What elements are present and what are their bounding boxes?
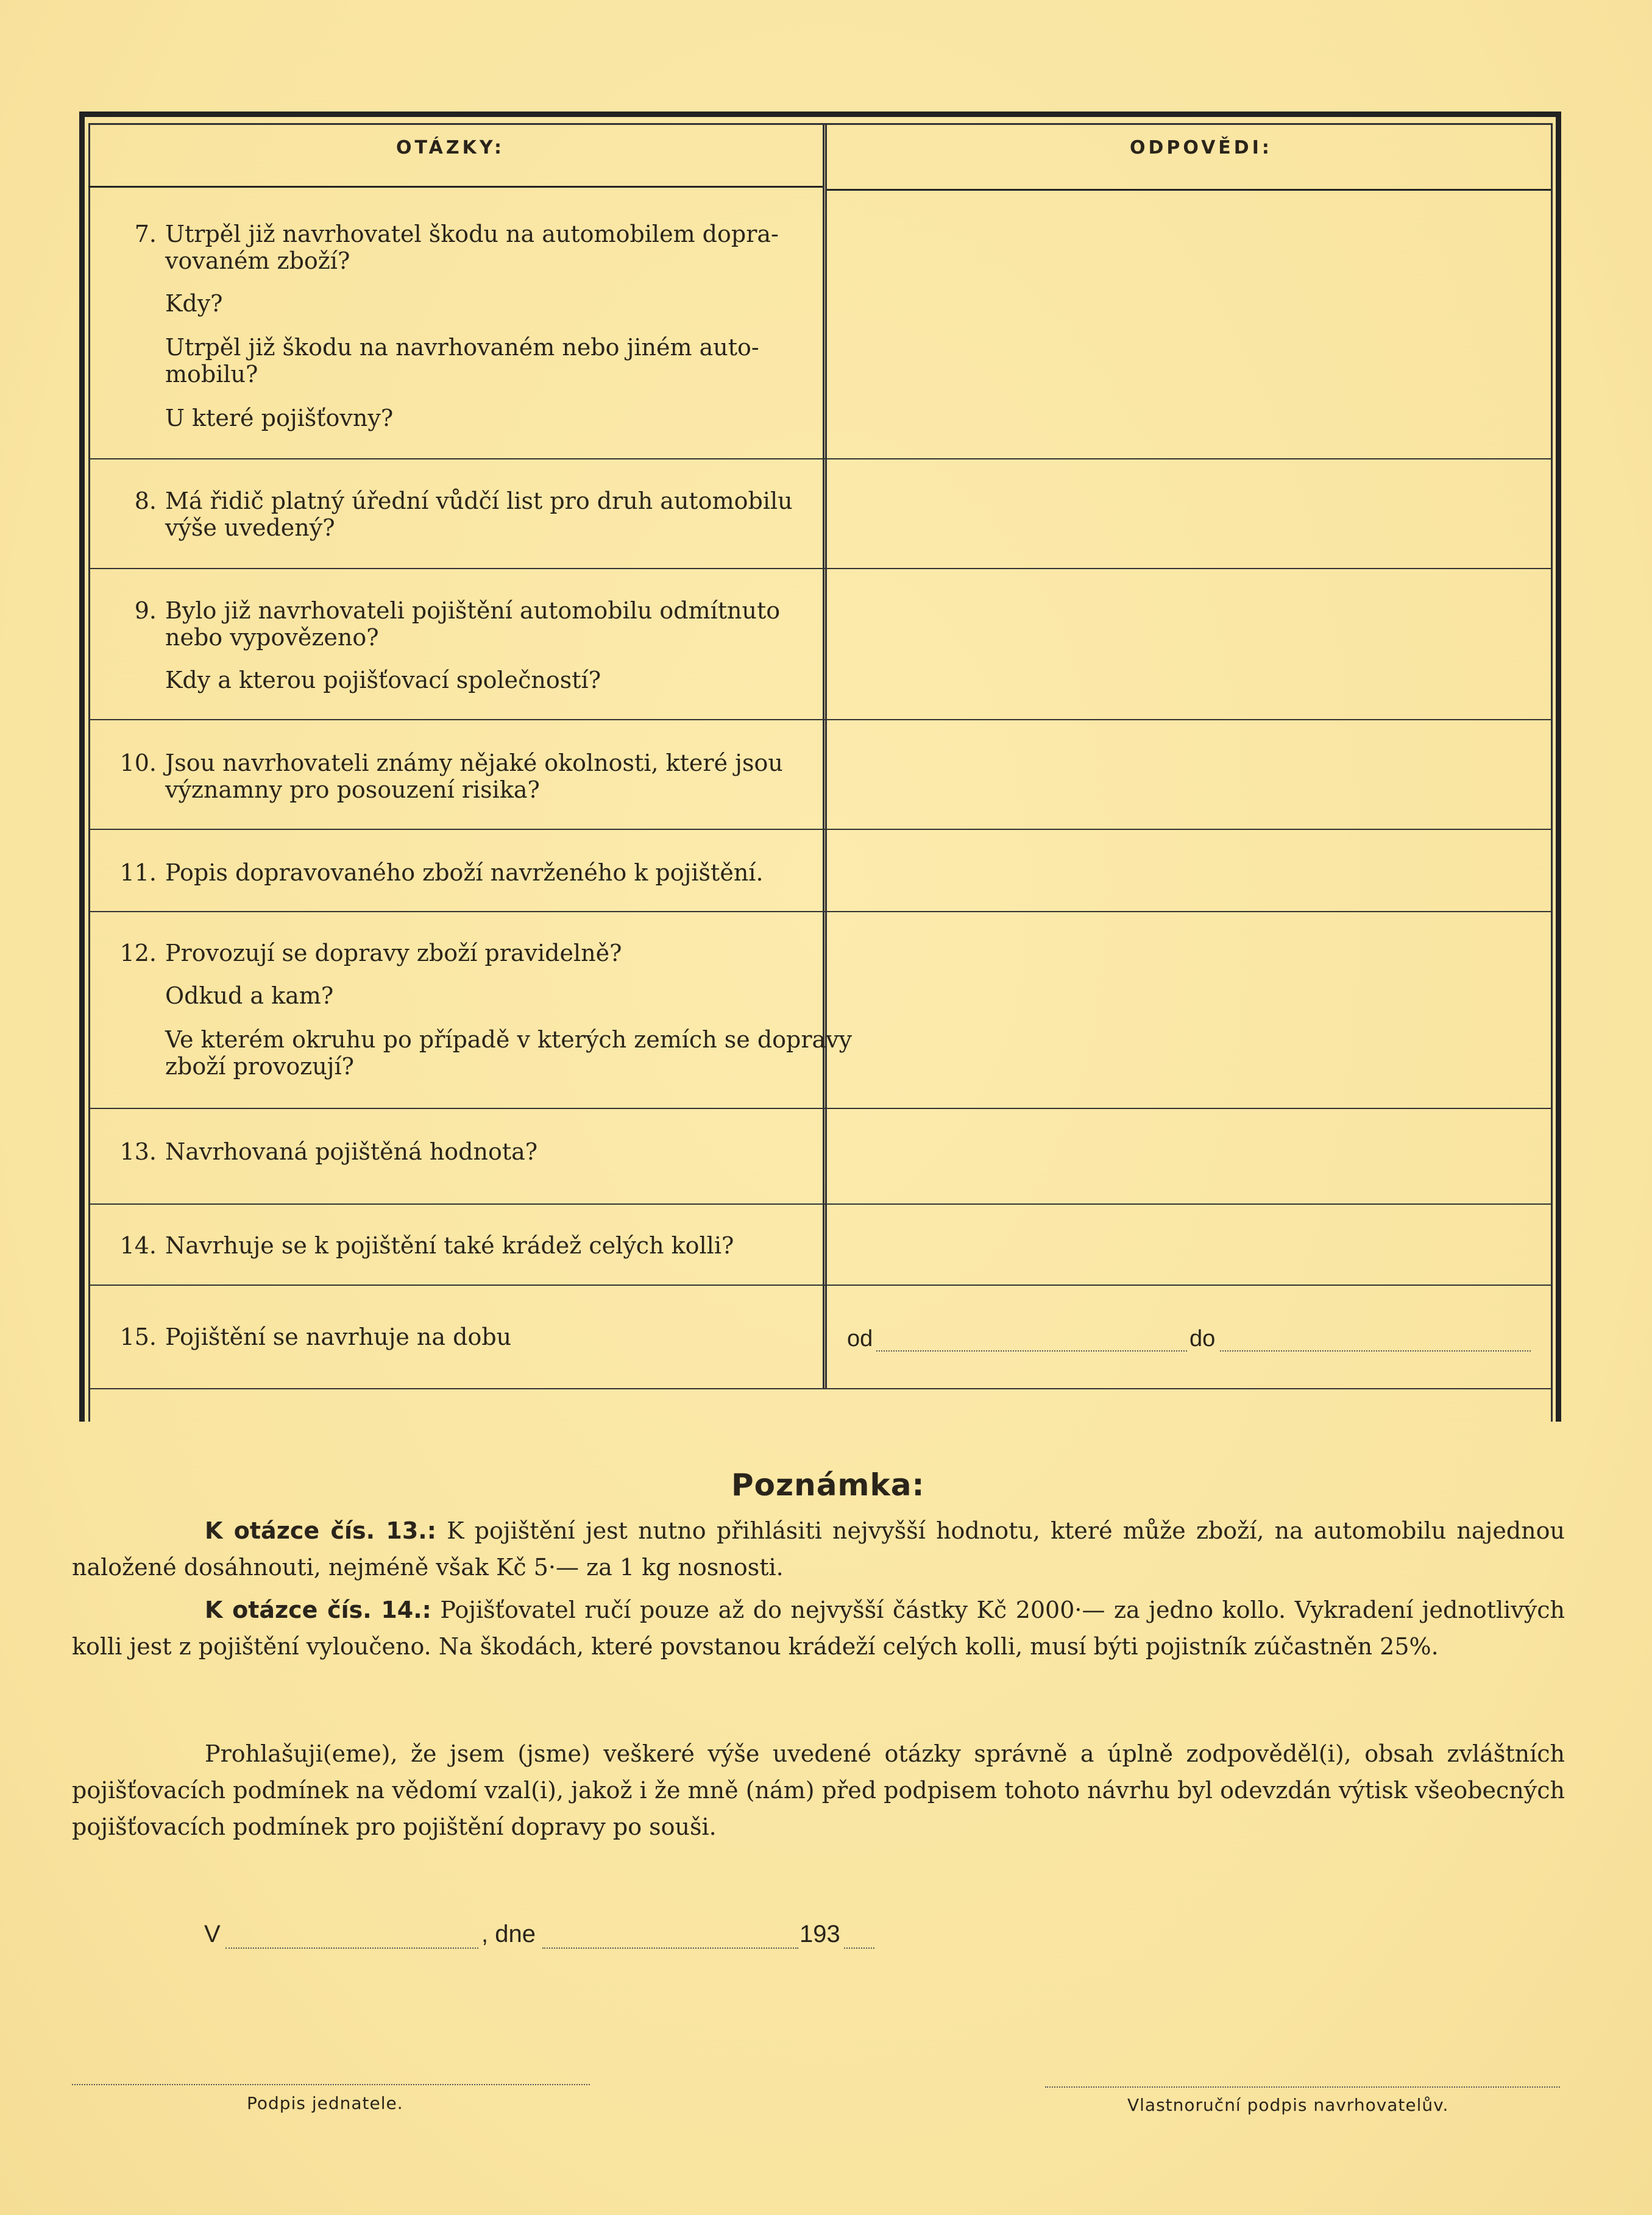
row-separator: [88, 458, 1551, 459]
question-text-line: Popis dopravovaného zboží navrženého k pojištění.: [165, 859, 764, 886]
question-sub-text: Utrpěl již škodu na navrhovaném nebo jiném auto-: [165, 334, 759, 361]
question-text-line: vovaném zboží?: [165, 247, 350, 274]
question-number: 14.: [119, 1232, 157, 1259]
question-text-line: Bylo již navrhovateli pojištění automobilu odmítnuto: [165, 597, 781, 624]
question-number: 10.: [119, 750, 157, 776]
question-text-line: Navrhuje se k pojištění také krádež celých kolli?: [165, 1232, 734, 1259]
question-sub-text: mobilu?: [165, 361, 258, 388]
note-lead-13: K otázce čís. 13.:: [205, 1517, 436, 1544]
question-text-line: významny pro posouzení risika?: [165, 776, 540, 803]
questions-header: OTÁZKY:: [396, 137, 505, 158]
place-field[interactable]: [225, 1947, 478, 1949]
header-rule-left: [88, 186, 823, 188]
question-text-line: Navrhovaná pojištěná hodnota?: [165, 1138, 538, 1165]
question-text-line: Utrpěl již navrhovatel škodu na automobilem dopra-: [165, 221, 779, 247]
note-lead-14: K otázce čís. 14.:: [205, 1597, 431, 1623]
answer-from-label: od: [847, 1326, 873, 1352]
applicant-signature-line[interactable]: [1045, 2086, 1560, 2088]
note-text-14: Pojišťovatel ručí pouze až do nejvyšší částky Kč 2000·— za jedno kollo. Vykradení jednotlivých kolli jest z pojištění vyloučeno. Na škodách, které povstanou krádeží celých kolli, musí býti pojistník zúčastněn 25%.: [72, 1597, 1565, 1660]
declaration-paragraph: [72, 1735, 1565, 1845]
declaration-text: Prohlašuji(eme), že jsem (jsme) veškeré výše uvedené otázky správně a úplně zodpověděl(i), obsah zvláštních pojišťovacích podmínek na vědomí vzal(i), jakož i že mně (nám) před podpisem tohoto návrhu byl odevzdán výtisk všeobecných pojišťovacích podmínek pro pojištění dopravy po souši.: [72, 1740, 1565, 1840]
answers-header: ODPOVĚDI:: [1130, 137, 1272, 158]
note-title: Poznámka:: [731, 1467, 925, 1503]
question-text-line: Provozují se dopravy zboží pravidelně?: [165, 940, 622, 966]
note-paragraph-13: [72, 1512, 1565, 1586]
question-sub-text: U které pojišťovny?: [165, 405, 394, 431]
row-separator: [88, 568, 1551, 569]
date-field[interactable]: [542, 1947, 798, 1949]
year-field[interactable]: [844, 1947, 874, 1949]
row-separator: [88, 1285, 1551, 1286]
row-separator: [88, 829, 1551, 830]
answer-to-label: do: [1189, 1326, 1216, 1352]
header-rule-right: [827, 189, 1551, 191]
question-text-line: Pojištění se navrhuje na dobu: [165, 1324, 512, 1350]
row-separator: [88, 1108, 1551, 1109]
question-sub-text: Ve kterém okruhu po případě v kterých zemích se dopravy: [165, 1026, 853, 1053]
question-text-line: nebo vypovězeno?: [165, 624, 379, 651]
row-separator: [88, 1203, 1551, 1205]
question-sub-text: Kdy a kterou pojišťovací společností?: [165, 667, 601, 693]
question-number: 8.: [134, 487, 157, 514]
question-number: 11.: [119, 859, 157, 886]
note-paragraph-14: [72, 1592, 1565, 1665]
place-label: V: [204, 1921, 221, 1947]
question-number: 12.: [119, 940, 157, 966]
question-text-line: Má řidič platný úřední vůdčí list pro druh automobilu: [165, 487, 793, 514]
question-number: 7.: [134, 221, 157, 247]
question-text-line: Jsou navrhovateli známy nějaké okolnosti, které jsou: [165, 750, 783, 776]
question-number: 13.: [119, 1138, 157, 1165]
row-separator: [88, 1388, 1551, 1389]
question-sub-text: Odkud a kam?: [165, 982, 334, 1009]
row-separator: [88, 911, 1551, 912]
question-text-line: výše uvedený?: [165, 514, 335, 541]
column-divider: [823, 123, 827, 1389]
row-separator: [88, 719, 1551, 720]
year-label: 193: [799, 1921, 840, 1947]
applicant-signature-caption: Vlastnoruční podpis navrhovatelův.: [1127, 2095, 1449, 2115]
agent-signature-caption: Podpis jednatele.: [247, 2093, 403, 2113]
date-label: , dne: [481, 1921, 536, 1947]
question-number: 9.: [134, 597, 157, 624]
agent-signature-line[interactable]: [72, 2084, 590, 2085]
question-sub-text: zboží provozují?: [165, 1053, 354, 1080]
note-text-13: K pojištění jest nutno přihlásiti nejvyšší hodnotu, které může zboží, na automobilu najednou naložené dosáhnouti, nejméně však Kč 5·— za 1 kg nosnosti.: [72, 1517, 1565, 1581]
answer-to-field[interactable]: [1220, 1350, 1531, 1352]
answer-from-field[interactable]: [876, 1350, 1187, 1352]
question-sub-text: Kdy?: [165, 290, 223, 317]
question-number: 15.: [119, 1324, 157, 1350]
